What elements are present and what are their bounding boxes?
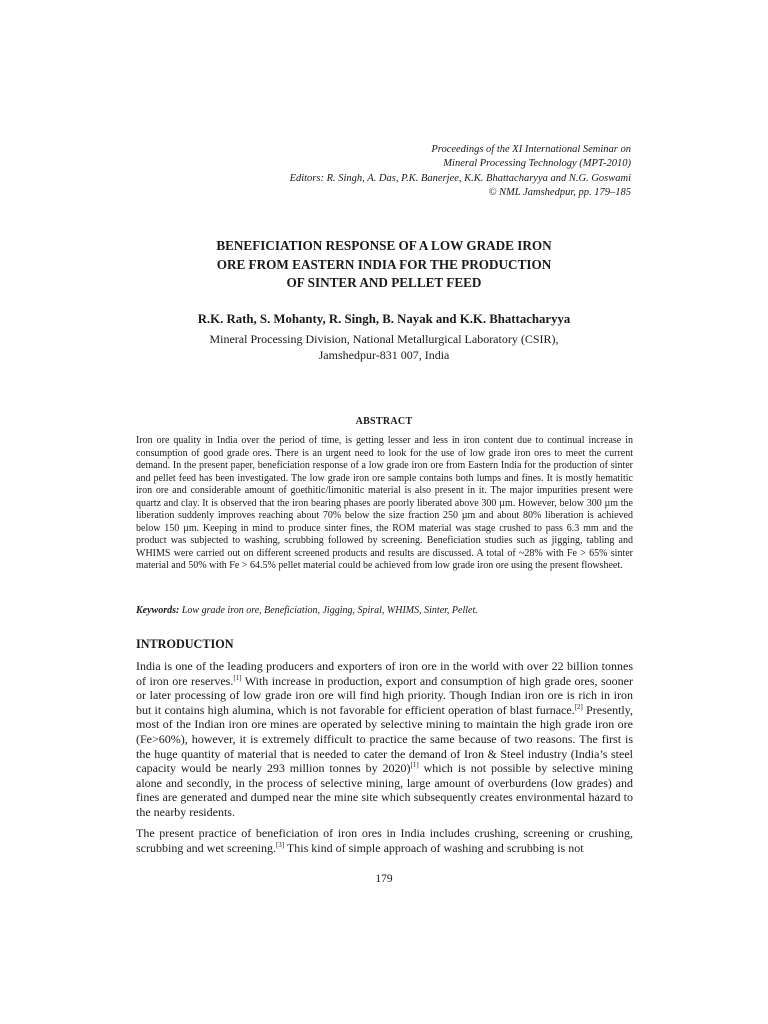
affiliation-line: Jamshedpur-831 007, India: [318, 347, 450, 362]
citation: [2]: [574, 702, 583, 711]
abstract-text: Iron ore quality in India over the period of time, is getting lesser and less in iron content due to continual increase in consumption of good grade ores. There is an urgent need to look for the use of low grade iron ores to meet the current demand. In the present paper, beneficiation response of a low grade iron ore from Eastern India for the production of sinter and pellet feed has been investigated. The low grade iron ore sample contains both lumps and fines. It is mostly hematitic iron ore and considerable amount of goethitic/limonitic material is also present in it. The major impurities present were quartz and clay. It is observed that the iron bearing phases are poorly liberated above 300 µm. However, below 300 µm the liberation suddenly improves reaching about 70% below the size fraction 250 µm and about 80% liberation is achieved below 150 µm. Keeping in mind to produce sinter fines, the ROM material was stage crushed to pass 6.3 mm and the product was subjected to washing, scrubbing followed by screening. Beneficiation studies such as jigging, tabling and WHIMS were carried out on different screened products and results are discussed. A total of ~28% with Fe > 65% sinter material and 50% with Fe > 64.5% pellet material could be achieved from low grade iron ore using the present flowsheet.: [136, 435, 633, 572]
paragraph-text: India is one of the leading producers and exporters of iron ore in the world with over 22 billion tonnes of iron ore reserves.: [136, 659, 633, 688]
citation: [3]: [275, 840, 285, 849]
keywords-text: Low grade iron ore, Beneficiation, Jigging, Spiral, WHIMS, Sinter, Pellet.: [179, 605, 478, 616]
citation: [1]: [233, 673, 242, 682]
author-list: R.K. Rath, S. Mohanty, R. Singh, B. Nayak and K.K. Bhattacharyya: [197, 312, 571, 326]
paragraph-text: With increase in production, export and consumption of high grade ores, sooner or later processing of low grade iron ore will find high priority. Though Indian iron ore is rich in iron but it contains high alumina, which is not favorable for efficient operation of blast furnace.: [136, 673, 633, 717]
introduction-paragraph-1: [136, 659, 633, 820]
introduction-paragraph-2: [136, 826, 633, 855]
paragraph-text: This kind of simple approach of washing and scrubbing is not: [284, 840, 584, 855]
citation: [1]: [410, 761, 419, 770]
paper-title: [0, 237, 768, 293]
abstract-heading: ABSTRACT: [355, 416, 413, 427]
page-number: 179: [375, 873, 393, 885]
header-line: © NML Jamshedpur, pp. 179–185: [488, 186, 631, 198]
introduction-heading: INTRODUCTION: [136, 637, 234, 651]
header-line: Proceedings of the XI International Seminar on: [431, 144, 631, 155]
header-line: Editors: R. Singh, A. Das, P.K. Banerjee, K.K. Bhattacharyya and N.G. Goswami: [289, 172, 631, 184]
title-line: ORE FROM EASTERN INDIA FOR THE PRODUCTION: [216, 256, 552, 272]
header-line: Mineral Processing Technology (MPT-2010): [443, 158, 631, 170]
affiliation: [0, 332, 768, 363]
paragraph-text: The present practice of beneficiation of iron ores in India includes crushing, screening or crushing, scrubbing and wet screening.: [136, 826, 633, 855]
keywords: [136, 605, 633, 616]
title-line: OF SINTER AND PELLET FEED: [286, 275, 482, 290]
paragraph-text: which is not possible by selective mining alone and secondly, in the process of selective mining, large amount of overburdens (low grades) and fines are generated and dumped near the mine site which subsequently creates environmental hazard to the nearby residents.: [136, 761, 633, 819]
paragraph-text: Presently, most of the Indian iron ore mines are operated by selective mining to maintain the high grade iron ore (Fe>60%), however, it is extremely difficult to practice the same because of two reasons. The first is the huge quantity of material that is needed to cater the demand of Iron & Steel industry (India’s steel capacity would be nearly 293 million tonnes by 2020): [136, 702, 633, 776]
keywords-label: Keywords:: [136, 605, 180, 616]
title-line: BENEFICIATION RESPONSE OF A LOW GRADE IRON: [216, 238, 552, 253]
proceedings-header: [290, 143, 631, 200]
affiliation-line: Mineral Processing Division, National Metallurgical Laboratory (CSIR),: [209, 332, 559, 346]
